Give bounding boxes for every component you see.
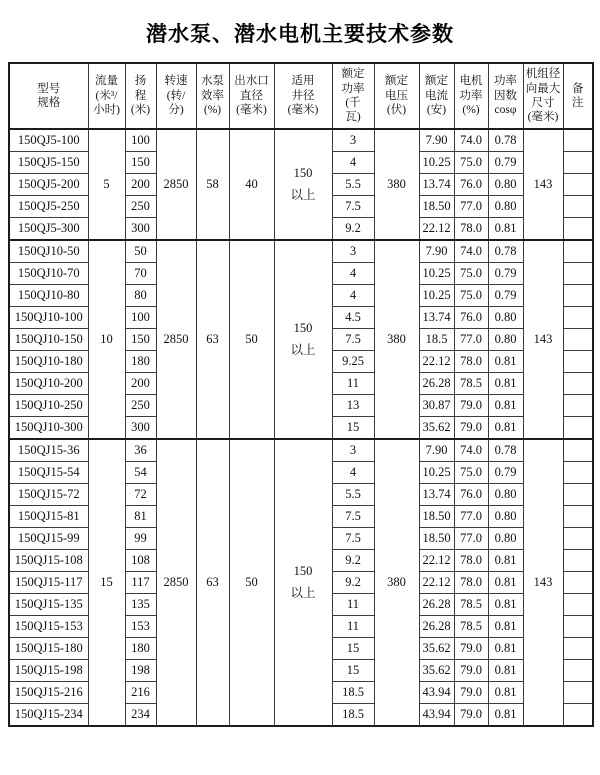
col-header-well: 适用 井径 (毫米)	[274, 63, 332, 129]
cell-model: 150QJ15-99	[9, 528, 88, 550]
cell-cos: 0.81	[488, 704, 523, 727]
cell-pump_eff: 58	[196, 129, 229, 240]
cell-flow: 5	[88, 129, 125, 240]
cell-cos: 0.81	[488, 660, 523, 682]
cell-motor_eff: 75.0	[454, 285, 488, 307]
cell-motor_eff: 77.0	[454, 506, 488, 528]
cell-head: 108	[125, 550, 156, 572]
cell-head: 250	[125, 395, 156, 417]
cell-motor_eff: 78.5	[454, 594, 488, 616]
cell-current: 13.74	[419, 174, 454, 196]
cell-model: 150QJ10-180	[9, 351, 88, 373]
cell-current: 22.12	[419, 572, 454, 594]
cell-model: 150QJ15-135	[9, 594, 88, 616]
cell-head: 81	[125, 506, 156, 528]
cell-cos: 0.80	[488, 484, 523, 506]
cell-motor_eff: 78.0	[454, 218, 488, 241]
col-header-max_dim: 机组径 向最大 尺寸 (毫米)	[523, 63, 563, 129]
cell-current: 13.74	[419, 307, 454, 329]
cell-model: 150QJ15-81	[9, 506, 88, 528]
cell-motor_eff: 76.0	[454, 307, 488, 329]
cell-remark	[563, 417, 593, 440]
cell-current: 22.12	[419, 218, 454, 241]
col-header-power: 额定 功率 (千 瓦)	[332, 63, 374, 129]
cell-remark	[563, 240, 593, 263]
cell-power: 4	[332, 152, 374, 174]
cell-speed: 2850	[156, 439, 196, 726]
cell-model: 150QJ5-200	[9, 174, 88, 196]
cell-power: 11	[332, 373, 374, 395]
cell-remark	[563, 196, 593, 218]
cell-cos: 0.79	[488, 263, 523, 285]
cell-model: 150QJ5-300	[9, 218, 88, 241]
cell-power: 11	[332, 594, 374, 616]
cell-head: 250	[125, 196, 156, 218]
cell-current: 13.74	[419, 484, 454, 506]
cell-pump_eff: 63	[196, 240, 229, 439]
cell-model: 150QJ15-72	[9, 484, 88, 506]
cell-motor_eff: 74.0	[454, 240, 488, 263]
cell-power: 18.5	[332, 682, 374, 704]
cell-remark	[563, 174, 593, 196]
cell-head: 153	[125, 616, 156, 638]
cell-current: 30.87	[419, 395, 454, 417]
cell-power: 18.5	[332, 704, 374, 727]
cell-model: 150QJ5-250	[9, 196, 88, 218]
cell-power: 9.2	[332, 218, 374, 241]
cell-current: 43.94	[419, 682, 454, 704]
cell-model: 150QJ10-80	[9, 285, 88, 307]
cell-remark	[563, 373, 593, 395]
cell-model: 150QJ10-200	[9, 373, 88, 395]
cell-current: 35.62	[419, 417, 454, 440]
cell-cos: 0.81	[488, 638, 523, 660]
cell-motor_eff: 75.0	[454, 152, 488, 174]
col-header-remark: 备 注	[563, 63, 593, 129]
cell-well: 150 以上	[274, 439, 332, 726]
cell-model: 150QJ15-180	[9, 638, 88, 660]
cell-model: 150QJ10-50	[9, 240, 88, 263]
cell-motor_eff: 75.0	[454, 462, 488, 484]
cell-outlet: 50	[229, 240, 274, 439]
cell-motor_eff: 77.0	[454, 196, 488, 218]
cell-remark	[563, 550, 593, 572]
cell-power: 15	[332, 417, 374, 440]
cell-voltage: 380	[374, 240, 419, 439]
cell-well: 150 以上	[274, 240, 332, 439]
cell-motor_eff: 74.0	[454, 439, 488, 462]
cell-cos: 0.79	[488, 285, 523, 307]
cell-power: 5.5	[332, 484, 374, 506]
cell-head: 234	[125, 704, 156, 727]
cell-remark	[563, 307, 593, 329]
cell-model: 150QJ10-250	[9, 395, 88, 417]
cell-head: 216	[125, 682, 156, 704]
table-row	[9, 439, 593, 462]
cell-cos: 0.81	[488, 417, 523, 440]
cell-current: 18.50	[419, 506, 454, 528]
cell-cos: 0.80	[488, 528, 523, 550]
cell-model: 150QJ15-234	[9, 704, 88, 727]
cell-remark	[563, 285, 593, 307]
col-header-current: 额定 电流 (安)	[419, 63, 454, 129]
cell-model: 150QJ10-150	[9, 329, 88, 351]
col-header-speed: 转速 (转/ 分)	[156, 63, 196, 129]
cell-motor_eff: 76.0	[454, 484, 488, 506]
cell-cos: 0.79	[488, 462, 523, 484]
cell-power: 7.5	[332, 196, 374, 218]
cell-flow: 10	[88, 240, 125, 439]
cell-power: 9.2	[332, 572, 374, 594]
cell-current: 10.25	[419, 263, 454, 285]
cell-motor_eff: 79.0	[454, 417, 488, 440]
cell-motor_eff: 77.0	[454, 528, 488, 550]
cell-motor_eff: 78.5	[454, 373, 488, 395]
cell-power: 4	[332, 285, 374, 307]
cell-remark	[563, 129, 593, 152]
cell-model: 150QJ10-100	[9, 307, 88, 329]
cell-remark	[563, 616, 593, 638]
cell-power: 4.5	[332, 307, 374, 329]
cell-current: 10.25	[419, 152, 454, 174]
cell-power: 15	[332, 660, 374, 682]
table-row	[9, 240, 593, 263]
cell-cos: 0.81	[488, 594, 523, 616]
cell-head: 180	[125, 351, 156, 373]
cell-power: 4	[332, 462, 374, 484]
cell-head: 117	[125, 572, 156, 594]
cell-head: 150	[125, 152, 156, 174]
cell-outlet: 50	[229, 439, 274, 726]
cell-current: 7.90	[419, 439, 454, 462]
cell-current: 26.28	[419, 594, 454, 616]
cell-max_dim: 143	[523, 240, 563, 439]
cell-motor_eff: 78.5	[454, 616, 488, 638]
cell-remark	[563, 462, 593, 484]
cell-power: 7.5	[332, 528, 374, 550]
cell-current: 18.50	[419, 528, 454, 550]
cell-voltage: 380	[374, 439, 419, 726]
cell-power: 3	[332, 240, 374, 263]
cell-current: 10.25	[419, 285, 454, 307]
col-header-motor_eff: 电机 功率 (%)	[454, 63, 488, 129]
cell-cos: 0.81	[488, 218, 523, 241]
cell-cos: 0.81	[488, 373, 523, 395]
cell-current: 26.28	[419, 373, 454, 395]
cell-head: 36	[125, 439, 156, 462]
cell-power: 9.25	[332, 351, 374, 373]
cell-cos: 0.78	[488, 129, 523, 152]
cell-current: 22.12	[419, 351, 454, 373]
cell-cos: 0.78	[488, 240, 523, 263]
cell-head: 150	[125, 329, 156, 351]
cell-model: 150QJ15-198	[9, 660, 88, 682]
cell-cos: 0.81	[488, 616, 523, 638]
cell-remark	[563, 439, 593, 462]
cell-model: 150QJ10-70	[9, 263, 88, 285]
cell-cos: 0.78	[488, 439, 523, 462]
cell-well: 150 以上	[274, 129, 332, 240]
cell-power: 4	[332, 263, 374, 285]
cell-flow: 15	[88, 439, 125, 726]
cell-motor_eff: 79.0	[454, 395, 488, 417]
cell-remark	[563, 395, 593, 417]
cell-remark	[563, 506, 593, 528]
cell-head: 200	[125, 373, 156, 395]
cell-current: 7.90	[419, 240, 454, 263]
cell-cos: 0.81	[488, 572, 523, 594]
col-header-outlet: 出水口 直径 (毫米)	[229, 63, 274, 129]
cell-cos: 0.81	[488, 351, 523, 373]
cell-pump_eff: 63	[196, 439, 229, 726]
cell-cos: 0.80	[488, 196, 523, 218]
cell-power: 13	[332, 395, 374, 417]
cell-remark	[563, 660, 593, 682]
cell-motor_eff: 78.0	[454, 572, 488, 594]
cell-outlet: 40	[229, 129, 274, 240]
cell-remark	[563, 704, 593, 727]
cell-motor_eff: 79.0	[454, 682, 488, 704]
cell-model: 150QJ15-54	[9, 462, 88, 484]
cell-head: 50	[125, 240, 156, 263]
cell-remark	[563, 484, 593, 506]
cell-power: 5.5	[332, 174, 374, 196]
cell-current: 35.62	[419, 638, 454, 660]
cell-voltage: 380	[374, 129, 419, 240]
cell-motor_eff: 76.0	[454, 174, 488, 196]
cell-remark	[563, 682, 593, 704]
cell-motor_eff: 75.0	[454, 263, 488, 285]
cell-max_dim: 143	[523, 129, 563, 240]
cell-head: 100	[125, 129, 156, 152]
cell-model: 150QJ10-300	[9, 417, 88, 440]
cell-head: 198	[125, 660, 156, 682]
cell-cos: 0.80	[488, 307, 523, 329]
cell-cos: 0.81	[488, 550, 523, 572]
cell-current: 10.25	[419, 462, 454, 484]
cell-model: 150QJ15-153	[9, 616, 88, 638]
cell-current: 18.5	[419, 329, 454, 351]
cell-cos: 0.81	[488, 682, 523, 704]
col-header-cos: 功率 因数 cosφ	[488, 63, 523, 129]
col-header-model: 型号 规格	[9, 63, 88, 129]
cell-motor_eff: 77.0	[454, 329, 488, 351]
cell-remark	[563, 263, 593, 285]
cell-power: 3	[332, 129, 374, 152]
cell-model: 150QJ15-216	[9, 682, 88, 704]
cell-remark	[563, 351, 593, 373]
cell-remark	[563, 528, 593, 550]
cell-speed: 2850	[156, 129, 196, 240]
cell-remark	[563, 594, 593, 616]
cell-model: 150QJ15-117	[9, 572, 88, 594]
cell-head: 180	[125, 638, 156, 660]
cell-head: 300	[125, 218, 156, 241]
cell-remark	[563, 218, 593, 241]
cell-current: 26.28	[419, 616, 454, 638]
header-row	[9, 63, 593, 129]
cell-current: 43.94	[419, 704, 454, 727]
cell-cos: 0.80	[488, 174, 523, 196]
cell-head: 100	[125, 307, 156, 329]
cell-head: 135	[125, 594, 156, 616]
col-header-flow: 流量 (米³/ 小时)	[88, 63, 125, 129]
cell-model: 150QJ5-150	[9, 152, 88, 174]
cell-motor_eff: 79.0	[454, 660, 488, 682]
table-header	[9, 63, 593, 129]
cell-motor_eff: 79.0	[454, 638, 488, 660]
cell-power: 7.5	[332, 506, 374, 528]
cell-motor_eff: 79.0	[454, 704, 488, 727]
cell-head: 70	[125, 263, 156, 285]
col-header-voltage: 额定 电压 (伏)	[374, 63, 419, 129]
cell-remark	[563, 638, 593, 660]
col-header-pump_eff: 水泵 效率 (%)	[196, 63, 229, 129]
cell-head: 99	[125, 528, 156, 550]
cell-cos: 0.79	[488, 152, 523, 174]
cell-head: 54	[125, 462, 156, 484]
cell-remark	[563, 152, 593, 174]
cell-model: 150QJ15-36	[9, 439, 88, 462]
cell-cos: 0.81	[488, 395, 523, 417]
cell-max_dim: 143	[523, 439, 563, 726]
cell-cos: 0.80	[488, 506, 523, 528]
cell-current: 18.50	[419, 196, 454, 218]
cell-power: 9.2	[332, 550, 374, 572]
cell-motor_eff: 78.0	[454, 550, 488, 572]
cell-current: 22.12	[419, 550, 454, 572]
cell-speed: 2850	[156, 240, 196, 439]
cell-power: 15	[332, 638, 374, 660]
cell-head: 200	[125, 174, 156, 196]
cell-remark	[563, 572, 593, 594]
table-row	[9, 129, 593, 152]
cell-motor_eff: 74.0	[454, 129, 488, 152]
table-body	[9, 129, 593, 726]
cell-current: 7.90	[419, 129, 454, 152]
cell-head: 72	[125, 484, 156, 506]
col-header-head: 扬 程 (米)	[125, 63, 156, 129]
cell-motor_eff: 78.0	[454, 351, 488, 373]
cell-head: 80	[125, 285, 156, 307]
cell-head: 300	[125, 417, 156, 440]
cell-remark	[563, 329, 593, 351]
cell-cos: 0.80	[488, 329, 523, 351]
page-title: 潜水泵、潜水电机主要技术参数	[146, 23, 454, 46]
cell-model: 150QJ5-100	[9, 129, 88, 152]
parameters-table	[8, 62, 594, 727]
cell-model: 150QJ15-108	[9, 550, 88, 572]
cell-power: 11	[332, 616, 374, 638]
cell-current: 35.62	[419, 660, 454, 682]
cell-power: 3	[332, 439, 374, 462]
cell-power: 7.5	[332, 329, 374, 351]
